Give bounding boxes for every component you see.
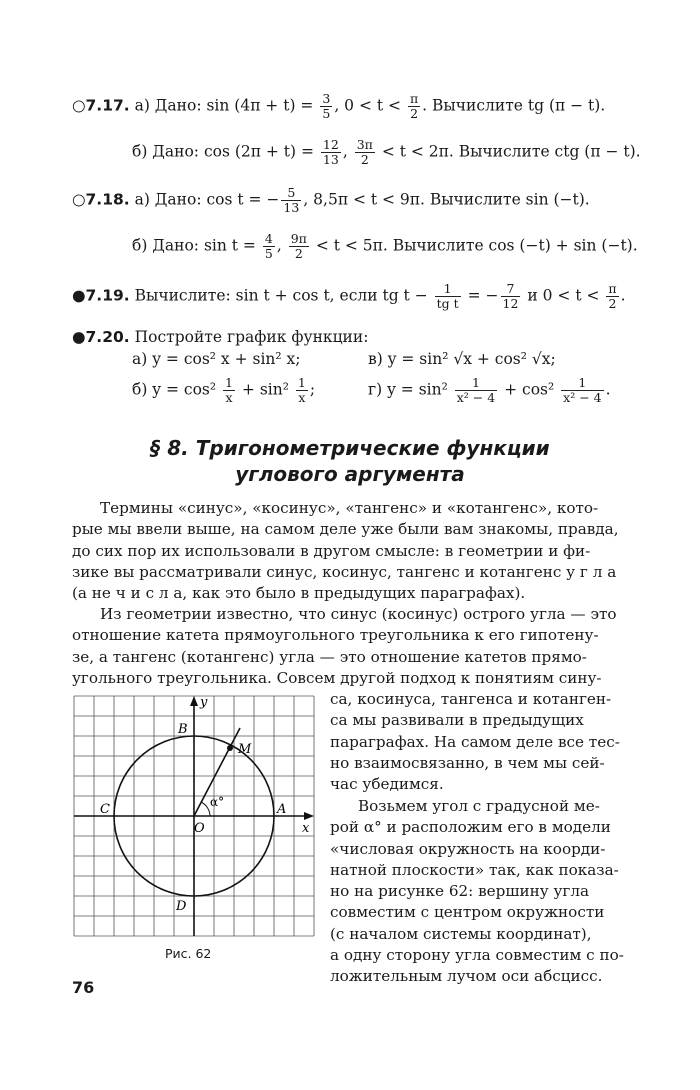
label-o: O bbox=[194, 821, 205, 836]
para1-line: Термины «синус», «косинус», «тангенс» и «котангенс», кото- bbox=[100, 499, 599, 517]
label-m: M bbox=[238, 742, 252, 757]
label-x: x bbox=[302, 821, 310, 836]
section-title-line1: § 8. Тригонометрические функции bbox=[150, 436, 550, 460]
para1-line: зике вы рассматривали синус, косинус, тангенс и котангенс у г л а bbox=[72, 562, 617, 581]
paragraph-2-continued bbox=[330, 689, 630, 795]
para3-line: натной плоскости» так, как показа- bbox=[330, 860, 619, 879]
label-b: B bbox=[178, 722, 188, 737]
label-a: A bbox=[277, 802, 287, 817]
page-number: 76 bbox=[72, 978, 95, 997]
y-axis-arrow-icon bbox=[190, 696, 198, 706]
exercise-7-18-a: ○7.18. а) Дано: cos t = − $\frac{5}{13}$ , 8,5π < t < 9π. Вычислите sin (−t). bbox=[72, 185, 590, 215]
para1-line: (а не ч и с л а, как это было в предыдущих параграфах). bbox=[72, 584, 526, 603]
x-axis-arrow-icon bbox=[304, 812, 314, 820]
para2-side-line: час убедимся. bbox=[330, 775, 444, 794]
para3-line: но на рисунке 62: вершину угла bbox=[330, 882, 590, 901]
exercise-7-18-b: б) Дано: sin t = $\frac{4}{5}$ , $\frac{9\pi}{2}$ < t < 5π. Вычислите cos (−t) + sin (−t). bbox=[132, 231, 638, 261]
para3-line: Возьмем угол с градусной ме- bbox=[358, 797, 600, 815]
label-y: y bbox=[200, 695, 208, 710]
section-title-line2: углового аргумента bbox=[235, 462, 465, 486]
exercise-7-20-g: г) y = sin² $\frac{1}{\text{x² − 4}}$ + cos² $\frac{1}{\text{x² − 4}}$ . bbox=[368, 375, 611, 405]
figure-caption: Рис. 62 bbox=[165, 946, 212, 961]
para2-side-line: параграфах. На самом деле все тес- bbox=[330, 732, 620, 751]
paragraph-3 bbox=[330, 796, 630, 988]
para2-side-line: са, косинуса, тангенса и котанген- bbox=[330, 690, 612, 708]
para3-line: рой α° и расположим его в модели bbox=[330, 818, 611, 837]
exercise-7-20-b: б) y = cos² $\frac{1}{x}$ + sin² $\frac{1}{x}$ ; bbox=[132, 375, 316, 405]
exercise-7-20-v: в) y = sin² √x + cos² √x; bbox=[368, 350, 556, 368]
para3-line: а одну сторону угла совместим с по- bbox=[330, 946, 624, 965]
para2-line: угольного треугольника. Совсем другой подход к понятиям сину- bbox=[72, 668, 602, 687]
para2-line: отношение катета прямоугольного треугольника к его гипотену- bbox=[72, 626, 599, 645]
para3-line: ложительным лучом оси абсцисс. bbox=[330, 967, 603, 986]
exercise-7-19: ●7.19. Вычислите: sin t + cos t, если tg t − $\frac{1}{\text{tg t}}$ = − $\frac{7}{12}$ и 0 < t < $\frac{\pi}{2}$ . bbox=[72, 281, 626, 311]
para3-line: (с началом системы координат), bbox=[330, 924, 592, 943]
exercise-7-17-a: ○7.17. а) Дано: sin (4π + t) = $\frac{3}{5}$ , 0 < t < $\frac{\pi}{2}$ . Вычислите tg (π − t). bbox=[72, 91, 606, 121]
exercise-7-20-title: ●7.20. Постройте график функции: bbox=[72, 328, 369, 346]
point-m bbox=[227, 745, 233, 751]
figure-62-unit-circle bbox=[70, 690, 318, 942]
para2-line: зе, а тангенс (котангенс) угла — это отношение катетов прямо- bbox=[72, 647, 587, 666]
para3-line: «числовая окружность на коорди- bbox=[330, 839, 606, 858]
angle-arc bbox=[201, 802, 210, 816]
label-c: C bbox=[100, 802, 110, 817]
para2-side-line: са мы развивали в предыдущих bbox=[330, 711, 584, 730]
label-alpha: α° bbox=[210, 795, 225, 809]
exercise-7-20-a: а) y = cos² x + sin² x; bbox=[132, 350, 301, 368]
exercise-7-17-b: б) Дано: cos (2π + t) = $\frac{12}{13}$ , $\frac{3\pi}{2}$ < t < 2π. Вычислите ctg (π − t). bbox=[132, 137, 641, 167]
para2-side-line: но взаимосвязанно, в чем мы сей- bbox=[330, 753, 605, 772]
para2-line: Из геометрии известно, что синус (косинус) острого угла — это bbox=[100, 605, 617, 623]
para3-line: совместим с центром окружности bbox=[330, 903, 605, 922]
para1-line: рые мы ввели выше, на самом деле уже были вам знакомы, правда, bbox=[72, 520, 619, 539]
paragraph-2 bbox=[72, 604, 630, 689]
paragraph-1 bbox=[72, 498, 630, 604]
para1-line: до сих пор их использовали в другом смысле: в геометрии и фи- bbox=[72, 541, 591, 560]
label-d: D bbox=[176, 899, 187, 914]
